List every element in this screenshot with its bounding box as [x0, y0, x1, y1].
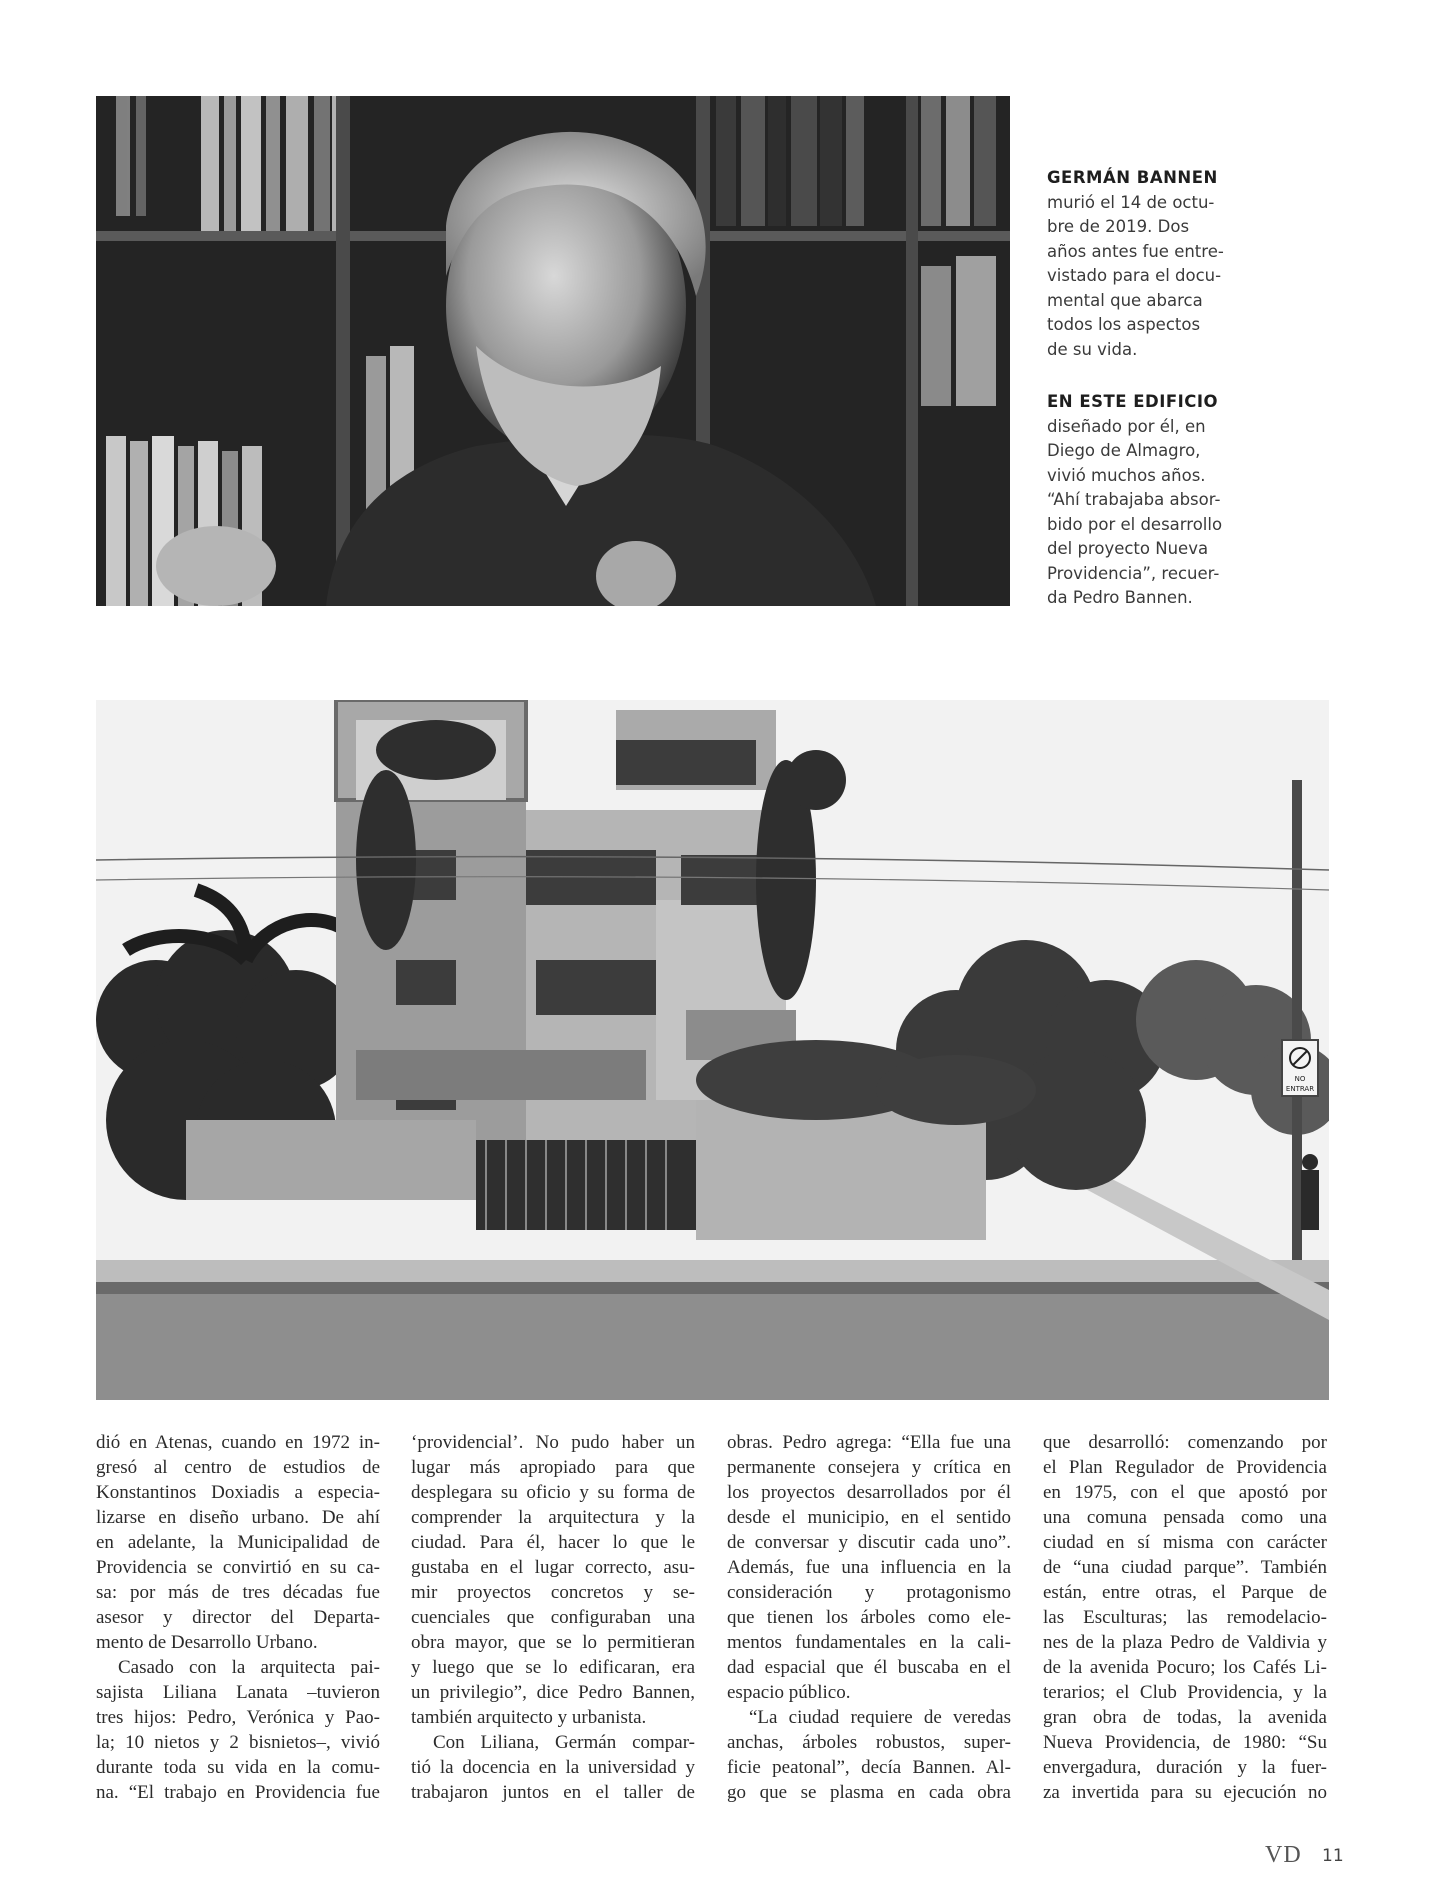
- magazine-folio: VD: [1265, 1842, 1302, 1868]
- sign-text-entrar: ENTRAR: [1285, 1085, 1315, 1093]
- caption-line: “Ahí trabajaba absor-: [1047, 490, 1221, 509]
- caption-heading: EN ESTE EDIFICIO: [1047, 392, 1219, 411]
- caption-line: murió el 14 de octu-: [1047, 192, 1215, 212]
- text-line: Providencia se convirtió en su ca-: [96, 1557, 380, 1578]
- text-line: que tienen los árboles como ele-: [727, 1607, 1011, 1628]
- caption-line: vistado para el docu-: [1047, 266, 1222, 285]
- sign-text-no: NO: [1294, 1075, 1306, 1083]
- text-line: consideración y protagonismo: [727, 1582, 1011, 1603]
- caption-line: bre de 2019. Dos: [1047, 217, 1190, 236]
- text-line: durante toda su vida en la comu-: [96, 1757, 380, 1778]
- text-line: trabajaron juntos en el taller de: [411, 1782, 695, 1803]
- text-line: nes de la plaza Pedro de Valdivia y: [1043, 1632, 1327, 1653]
- text-line: gustaba en el lugar correcto, asu-: [411, 1557, 695, 1578]
- caption-line: del proyecto Nueva: [1047, 539, 1209, 558]
- text-line: asesor y director del Departa-: [96, 1607, 380, 1628]
- text-line: también arquitecto y urbanista.: [411, 1707, 647, 1728]
- caption-line: Providencia”, recuer-: [1047, 563, 1220, 583]
- portrait-photo: [96, 96, 1010, 606]
- caption-line: de su vida.: [1047, 339, 1138, 359]
- text-line: espacio público.: [727, 1682, 851, 1703]
- text-line: dad espacial que él buscaba en el: [727, 1657, 1011, 1678]
- article-column-4: [1043, 1430, 1327, 1805]
- text-line: Además, fue una influencia en la: [727, 1557, 1011, 1578]
- text-line: lizarse en diseño urbano. De ahí: [96, 1507, 380, 1528]
- text-line: Konstantinos Doxiadis a especia-: [96, 1482, 380, 1503]
- caption-line: mental que abarca: [1047, 290, 1203, 310]
- caption-line: todos los aspectos: [1047, 315, 1201, 334]
- text-line: ciudad en sí misma con carácter: [1043, 1532, 1327, 1553]
- text-line: y luego que se lo edificaran, era: [411, 1657, 695, 1678]
- page-number: 11: [1322, 1846, 1344, 1866]
- text-line: dió en Atenas, cuando en 1972 in-: [96, 1432, 380, 1453]
- text-line: los proyectos desarrollados por él: [727, 1482, 1011, 1503]
- text-line: de “una ciudad parque”. También: [1043, 1557, 1327, 1578]
- text-line: gresó al centro de estudios de: [96, 1457, 380, 1478]
- text-line: una comuna pensada como una: [1043, 1507, 1327, 1528]
- building-illustration: [96, 700, 1329, 1400]
- text-line: obra mayor, que se lo permitieran: [411, 1632, 695, 1653]
- caption-line: bido por el desarrollo: [1047, 514, 1223, 534]
- text-line: ‘providencial’. No pudo haber un: [411, 1432, 695, 1453]
- text-line: na. “El trabajo en Providencia fue: [96, 1782, 380, 1803]
- text-line: están, entre otras, el Parque de: [1043, 1582, 1327, 1603]
- text-line: Nueva Providencia, de 1980: “Su: [1043, 1732, 1327, 1753]
- text-line: que desarrolló: comenzando por: [1043, 1432, 1327, 1453]
- text-line: de conversar y discutir cada uno”.: [727, 1532, 1011, 1553]
- portrait-illustration: [96, 96, 1010, 606]
- text-line: terarios; el Club Providencia, y la: [1043, 1682, 1327, 1703]
- text-line: Con Liliana, Germán compar-: [433, 1732, 695, 1753]
- text-line: “La ciudad requiere de veredas: [749, 1707, 1011, 1728]
- caption-line: vivió muchos años.: [1047, 465, 1206, 485]
- article-column-3: [727, 1430, 1011, 1805]
- text-line: envergadura, duración y la fuer-: [1043, 1757, 1327, 1778]
- text-line: sa: por más de tres décadas fue: [96, 1582, 380, 1603]
- text-line: mento de Desarrollo Urbano.: [96, 1632, 318, 1653]
- text-line: permanente consejera y crítica en: [727, 1457, 1011, 1478]
- text-line: cuenciales que configuraban una: [411, 1607, 695, 1628]
- text-line: ciudad. Para él, hacer lo que le: [411, 1532, 695, 1553]
- text-line: tió la docencia en la universidad y: [411, 1757, 695, 1778]
- text-line: sajista Liliana Lanata –tuvieron: [96, 1682, 380, 1703]
- caption-line: da Pedro Bannen.: [1047, 588, 1193, 607]
- text-line: anchas, árboles robustos, super-: [727, 1732, 1011, 1753]
- text-line: en adelante, la Municipalidad de: [96, 1532, 380, 1553]
- text-line: desplegara su oficio y su forma de: [411, 1482, 695, 1503]
- text-line: el Plan Regulador de Providencia: [1043, 1457, 1327, 1478]
- text-line: Casado con la arquitecta pai-: [118, 1657, 380, 1678]
- caption-german-bannen: [1047, 166, 1237, 362]
- text-line: tres hijos: Pedro, Verónica y Pao-: [96, 1707, 380, 1728]
- article-column-2: [411, 1430, 695, 1805]
- building-photo: [96, 700, 1329, 1400]
- caption-heading: GERMÁN BANNEN: [1047, 168, 1218, 187]
- caption-line: diseñado por él, en: [1047, 416, 1206, 436]
- text-line: mir proyectos concretos y se-: [411, 1582, 695, 1603]
- text-line: gran obra de todas, la avenida: [1043, 1707, 1327, 1728]
- caption-line: años antes fue entre-: [1047, 241, 1224, 261]
- text-line: ficie peatonal”, decía Bannen. Al-: [727, 1757, 1011, 1778]
- caption-line: Diego de Almagro,: [1047, 441, 1201, 460]
- text-line: desde el municipio, en el sentido: [727, 1507, 1011, 1528]
- text-line: za invertida para su ejecución no: [1043, 1782, 1327, 1803]
- text-line: las Esculturas; las remodelacio-: [1043, 1607, 1327, 1628]
- text-line: mentos fundamentales en la cali-: [727, 1632, 1011, 1653]
- text-line: de la avenida Pocuro; los Cafés Li-: [1043, 1657, 1327, 1678]
- text-line: comprender la arquitectura y la: [411, 1507, 695, 1528]
- text-line: lugar más apropiado para que: [411, 1457, 695, 1478]
- text-line: en 1975, con el que apostó por: [1043, 1482, 1327, 1503]
- text-line: un privilegio”, dice Pedro Bannen,: [411, 1682, 695, 1703]
- article-column-1: [96, 1430, 380, 1805]
- text-line: go que se plasma en cada obra: [727, 1782, 1011, 1803]
- caption-edificio: [1047, 390, 1237, 611]
- text-line: la; 10 nietos y 2 bisnietos–, vivió: [96, 1732, 380, 1753]
- text-line: obras. Pedro agrega: “Ella fue una: [727, 1432, 1011, 1453]
